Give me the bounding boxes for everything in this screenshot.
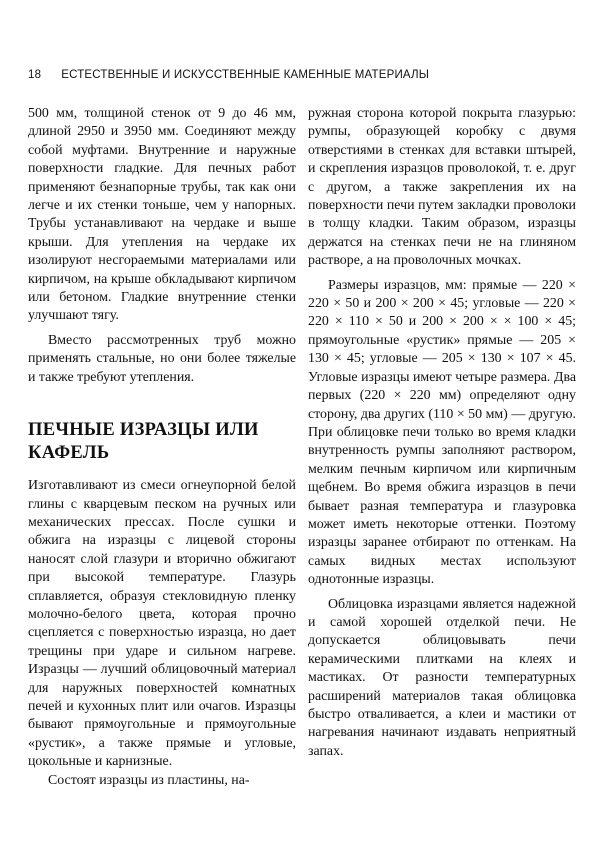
running-title: ЕСТЕСТВЕННЫЕ И ИСКУССТВЕННЫЕ КАМЕННЫЕ МАТЕРИАЛЫ [61, 69, 430, 81]
running-header [28, 69, 588, 81]
right-column [308, 105, 576, 761]
paragraph: ружная сторона которой покрыта глазурью: румпы, образующей коробку с двумя отверстиями в стенках для вставки штырей, и скрепления изразцов проволокой, т. е. друг с другом, а также закрепления их на поверхности печи путем закладки проволоки в толщу кладки. Таким образом, изразцы держатся на стенках печи не на глиняном растворе, а на проволочных мочках. [308, 106, 576, 269]
section-heading: ПЕЧНЫЕ ИЗРАЗЦЫ ИЛИ КАФЕЛЬ [28, 420, 259, 464]
paragraph: Состоят изразцы из пластины, на- [48, 772, 250, 788]
left-column [28, 105, 296, 790]
page-number: 18 [28, 69, 42, 81]
paragraph: Вместо рассмотренных труб можно применять стальные, но они более тяжелые и также требуют утепления. [28, 332, 296, 385]
paragraph: 500 мм, толщиной стенок от 9 до 46 мм, длиной 2950 и 3950 мм. Соединяют между собой муфтами. Внутренние и наружные поверхности гладкие. Для печных работ применяют безнапорные трубы, так как они легче и их стенки тоньше, чем у напорных. Трубы устанавливают на чердаке и выше крыши. Для утепления на чердаке их изолируют несгораемыми материалами или кирпичом, на крыше обкладывают кирпичом или бетоном. Гладкие внутренние стенки улучшают тягу. [28, 106, 296, 324]
paragraph: Изготавливают из смеси огнеупорной белой глины с кварцевым песком на ручных или механических прессах. После сушки и обжига на изразцы с лицевой стороны наносят слой глазури и вторично обжигают при высокой температуре. Глазурь сплавляется, образуя стекловидную пленку молочно-белого цвета, которая прочно сцепляется с поверхностью изразца, но дает трещины при ударе и сильном нагреве. Изразцы — лучший облицовочный материал для наружных поверхностей комнатных печей и кухонных плит или очагов. Изразцы бывают прямоугольные и прямоугольные «рустик», а также прямые и угловые, цокольные и карнизные. [28, 478, 296, 770]
paragraph: Облицовка изразцами является надежной и самой хорошей отделкой печи. Не допускается облицовывать печи керамическими плитками на клеях и мастиках. От разности температурных расширений материалов такая облицовка быстро отваливается, а клеи и мастики от нагревания начинают издавать неприятный запах. [308, 596, 576, 759]
paragraph: Размеры изразцов, мм: прямые — 220 × 220 × 50 и 200 × 200 × 45; угловые — 220 × 220 × 110 × 50 и 200 × 200 × × 100 × 45; прямоугольные «рустик» прямые — 205 × 130 × 45; угловые — 205 × 130 × 107 × 45. Угловые изразцы имеют четыре размера. Два первых (220 × 220 мм) определяют одну сторону, два других (110 × 50 мм) — другую. При облицовке печи только во время кладки внутренность румпы заполняют раствором, мелким печным кирпичом или кирпичным щебнем. Во время обжига изразцов в печи бывает разная температура и глазуровка может иметь некоторые оттенки. Поэтому изразцы заранее отбирают по оттенкам. На самых видных местах используют однотонные изразцы. [308, 277, 576, 588]
